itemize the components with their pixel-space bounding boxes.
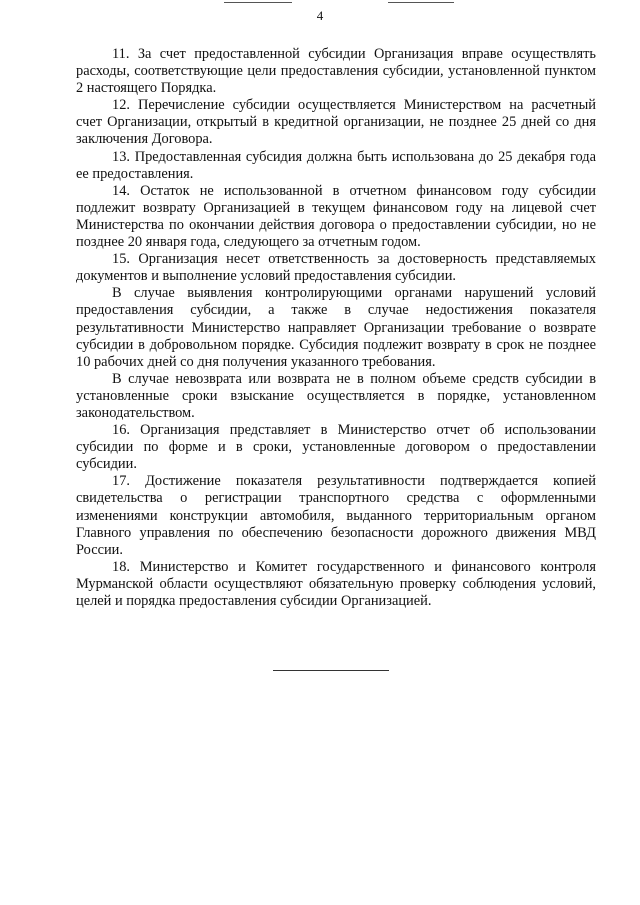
paragraph-11: 11. За счет предоставленной субсидии Организация вправе осуществлять расходы, соответствующие цели предоставления субсидии, установленной пунктом 2 настоящего Порядка.	[76, 46, 596, 97]
paragraph-17: 17. Достижение показателя результативности подтверждается копией свидетельства о регистрации транспортного средства с оформленными изменениями конструкции автомобиля, выданного территориальным органом Главного управления по обеспечению безопасности дорожного движения МВД России.	[76, 473, 596, 558]
page-number: 4	[316, 8, 324, 23]
paragraph-15: 15. Организация несет ответственность за достоверность представляемых документов и выполнение условий предоставления субсидии.	[76, 251, 596, 285]
end-of-document-rule	[273, 670, 389, 671]
paragraph-13: 13. Предоставленная субсидия должна быть использована до 25 декабря года ее предоставления.	[76, 148, 596, 182]
header-rule-left	[224, 2, 292, 3]
paragraph-15-recovery: В случае невозврата или возврата не в полном объеме средств субсидии в установленные сроки взыскание осуществляется в порядке, установленном законодательством.	[76, 370, 596, 421]
document-body	[76, 46, 596, 610]
paragraph-15-violation: В случае выявления контролирующими органами нарушений условий предоставления субсидии, а также в случае недостижения показателя результативности Министерство направляет Организации требование о возврате субсидии в добровольном порядке. Субсидия подлежит возврату в срок не позднее 10 рабочих дней со дня получения указанного требования.	[76, 285, 596, 370]
paragraph-18: 18. Министерство и Комитет государственного и финансового контроля Мурманской области осуществляют обязательную проверку соблюдения условий, целей и порядка предоставления субсидии Организацией.	[76, 558, 596, 609]
header-rule-right	[388, 2, 454, 3]
paragraph-14: 14. Остаток не использованной в отчетном финансовом году субсидии подлежит возврату Организацией в текущем финансовом году на лицевой счет Министерства по окончании действия договора о предоставлении субсидии, но не позднее 20 января года, следующего за отчетным годом.	[76, 182, 596, 251]
paragraph-16: 16. Организация представляет в Министерство отчет об использовании субсидии по форме и в сроки, установленные договором о предоставлении субсидии.	[76, 422, 596, 473]
paragraph-12: 12. Перечисление субсидии осуществляется Министерством на расчетный счет Организации, открытый в кредитной организации, не позднее 25 дней со дня заключения Договора.	[76, 97, 596, 148]
